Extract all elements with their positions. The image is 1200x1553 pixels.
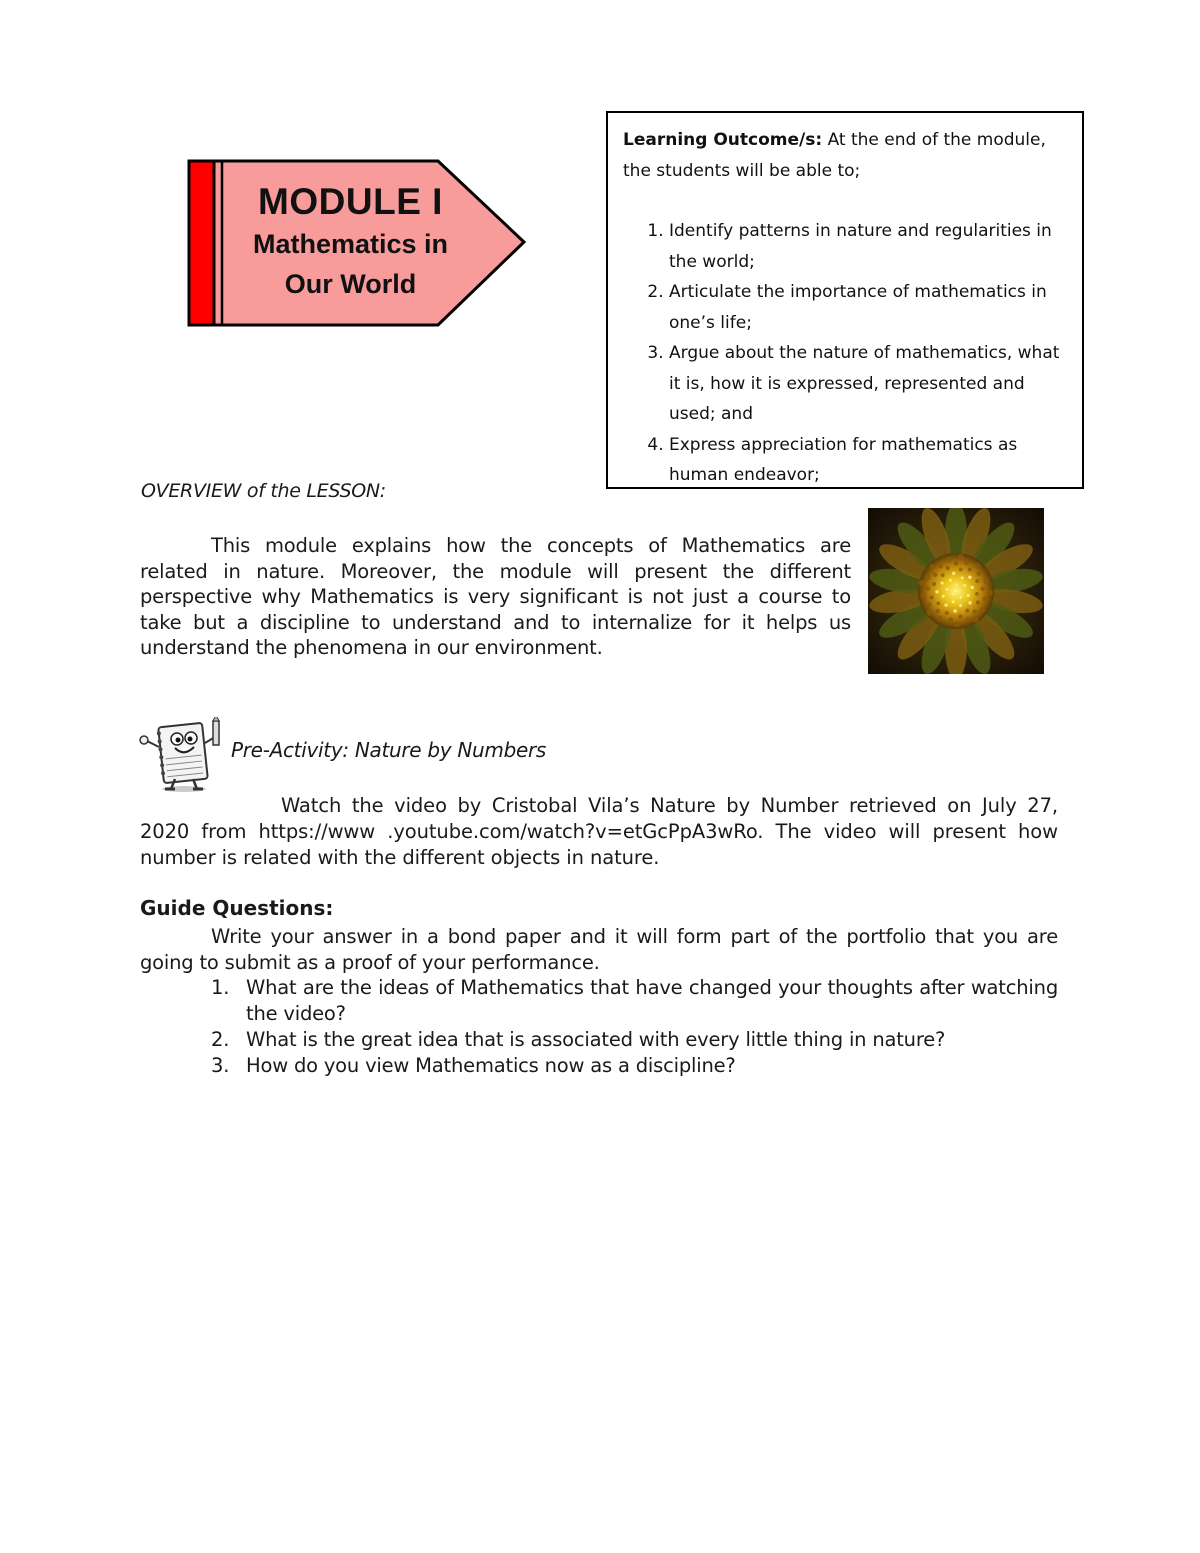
pre-activity-heading: Pre-Activity: Nature by Numbers: [231, 738, 547, 762]
module-subtitle-line1: Mathematics in: [252, 229, 449, 259]
module-banner-text: [228, 180, 473, 304]
learning-outcome-item: 3. Argue about the nature of mathematics, what it is, how it is expressed, represented and used; and: [669, 338, 1068, 430]
banner-red-tab: [189, 161, 214, 325]
learning-outcomes-label: Learning Outcome/s:: [623, 130, 823, 150]
learning-outcome-item: 2. Articulate the importance of mathematics in one’s life;: [669, 277, 1068, 338]
guide-question-item: [140, 1053, 1058, 1079]
pre-activity-paragraph: [140, 793, 1058, 871]
guide-question-number: 3.: [211, 1054, 230, 1077]
guide-questions-intro: Write your answer in a bond paper and it will form part of the portfolio that you are going to submit as a proof of your performance.: [140, 925, 1058, 974]
guide-question-text: How do you view Mathematics now as a discipline?: [246, 1054, 736, 1077]
spiral-flower-image: [868, 508, 1044, 674]
notebook-mascot-icon: [131, 717, 231, 793]
guide-questions-heading: Guide Questions:: [140, 896, 334, 920]
learning-outcome-item: 1. Identify patterns in nature and regularities in the world;: [669, 216, 1068, 277]
guide-question-item: [140, 1027, 1058, 1053]
learning-outcomes-intro: At the end of the module, the students will be able to;: [623, 130, 1046, 181]
guide-question-text: What is the great idea that is associated with every little thing in nature?: [246, 1028, 946, 1051]
guide-question-item: [140, 975, 1058, 1027]
overview-heading: OVERVIEW of the LESSON:: [141, 480, 386, 502]
learning-outcome-item: 4. Express appreciation for mathematics as human endeavor;: [669, 430, 1068, 491]
pre-activity-text: Watch the video by Cristobal Vila’s Nature by Number retrieved on July 27, 2020 from https://www .youtube.com/watch?v=etGcPpA3wRo. The video will present how number is related with the different objects in nature.: [140, 794, 1058, 869]
learning-outcomes-lead: [623, 125, 1068, 186]
guide-question-text: What are the ideas of Mathematics that have changed your thoughts after watching the video?: [246, 976, 1058, 1025]
module-title: MODULE I: [258, 181, 443, 222]
learning-outcomes-list: [623, 216, 1068, 491]
overview-paragraph: This module explains how the concepts of Mathematics are related in nature. Moreover, the module will present the different perspective why Mathematics is very significant is not just a course to take but a discipline to understand and to internalize for it helps us understand the phenomena in our environment.: [140, 534, 851, 659]
guide-question-number: 2.: [211, 1028, 230, 1051]
guide-questions-list: [140, 975, 1058, 1079]
learning-outcomes-box: [606, 111, 1084, 489]
guide-question-number: 1.: [211, 976, 230, 999]
module-subtitle-line2: Our World: [284, 269, 417, 299]
